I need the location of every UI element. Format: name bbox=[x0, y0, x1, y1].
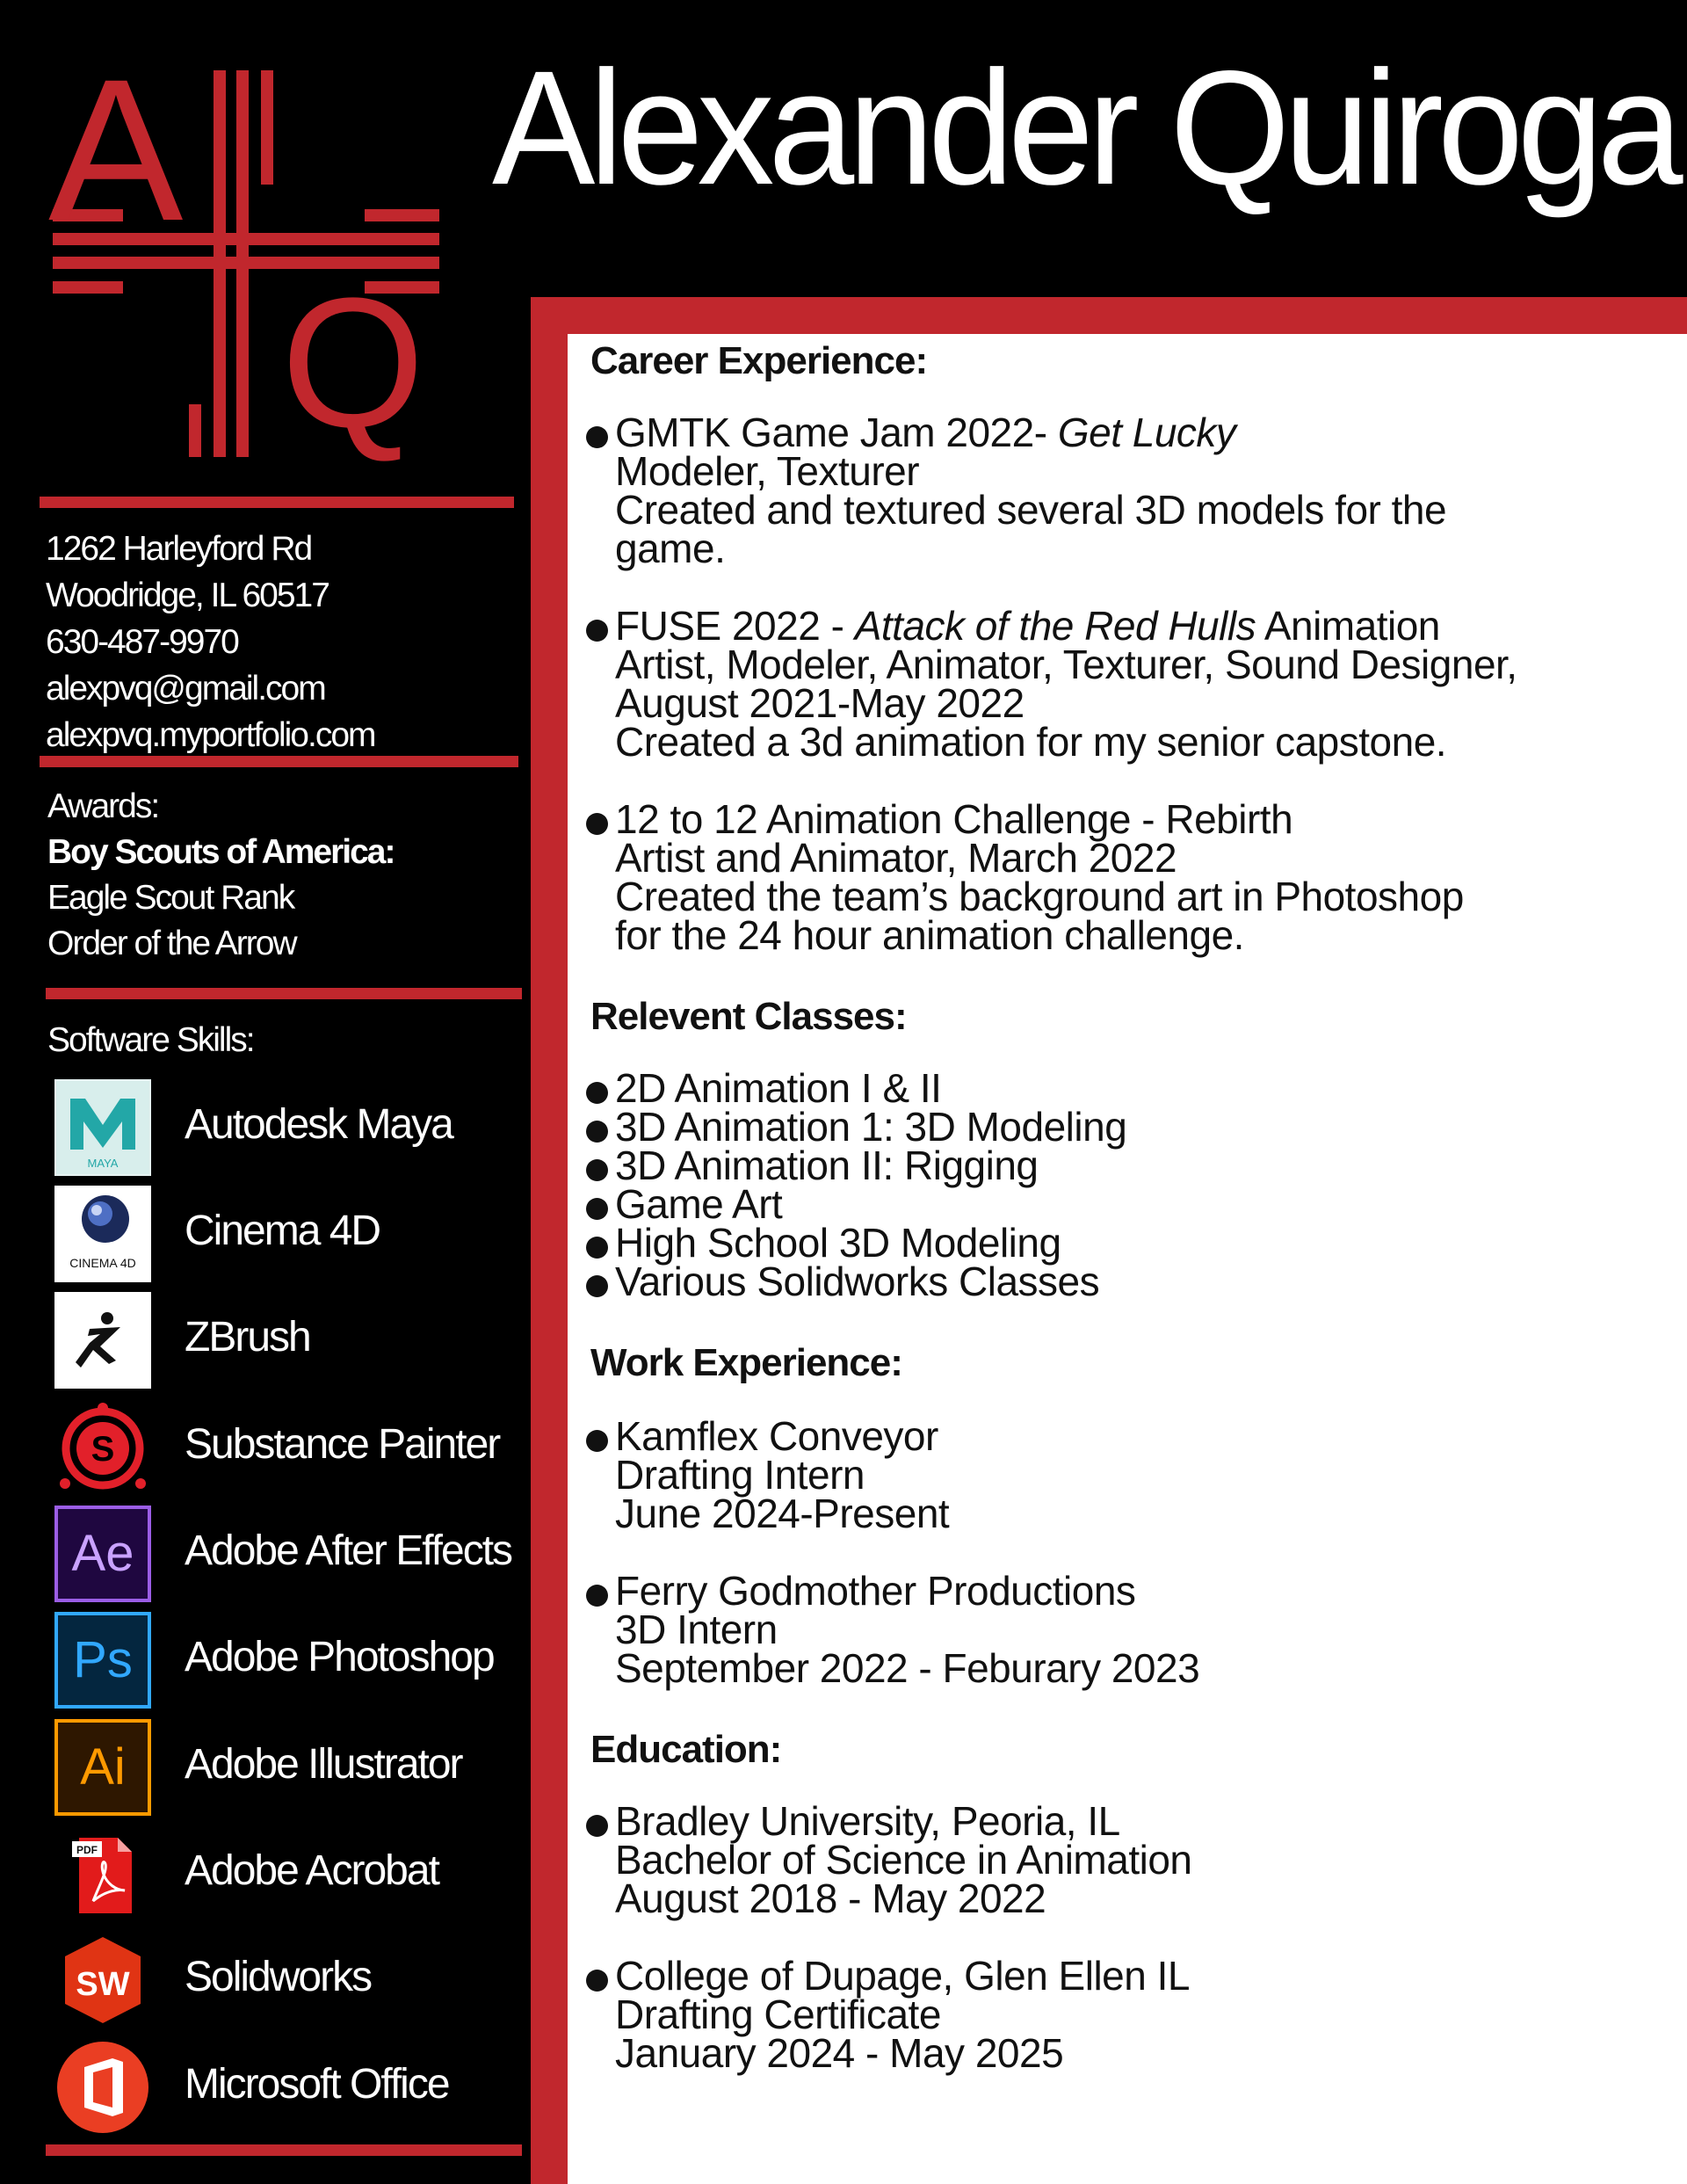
award-item: Order of the Arrow bbox=[47, 925, 296, 962]
education-title: Education: bbox=[590, 1728, 782, 1771]
list-item: Ferry Godmother Productions 3D Intern September 2022 - Feburary 2023 bbox=[590, 1571, 1199, 1687]
page-title: Alexander Quiroga bbox=[492, 38, 1677, 219]
svg-text:PDF: PDF bbox=[76, 1844, 98, 1856]
svg-text:SW: SW bbox=[76, 1966, 130, 2003]
bullet bbox=[586, 1430, 608, 1452]
awards-section bbox=[47, 784, 394, 967]
bullet bbox=[586, 1815, 608, 1837]
svg-text:Ai: Ai bbox=[80, 1738, 126, 1796]
list-item: Game Art bbox=[590, 1185, 782, 1223]
divider bbox=[40, 756, 518, 767]
logo-letter-q: Q bbox=[281, 259, 425, 466]
svg-text:S: S bbox=[91, 1430, 115, 1469]
address-line-2: Woodridge, IL 60517 bbox=[46, 577, 329, 614]
photoshop-icon bbox=[54, 1612, 151, 1709]
list-item: High School 3D Modeling bbox=[590, 1223, 1061, 1262]
list-item: FUSE 2022 - Attack of the Red Hulls Animation Artist, Modeler, Animator, Texturer, Sound Designer, August 2021-May 2022 Created a 3d animation for my senior capstone. bbox=[590, 606, 1517, 761]
classes-title: Relevent Classes: bbox=[590, 995, 907, 1038]
list-item: Kamflex Conveyor Drafting Intern June 2024-Present bbox=[590, 1417, 949, 1533]
logo-letter-a: A bbox=[48, 70, 184, 263]
divider bbox=[46, 988, 522, 999]
bullet bbox=[586, 1237, 608, 1259]
bullet bbox=[586, 1585, 608, 1607]
office-icon bbox=[54, 2039, 151, 2136]
divider bbox=[46, 2144, 522, 2156]
skill-label: Cinema 4D bbox=[185, 1208, 380, 1254]
svg-text:MAYA: MAYA bbox=[87, 1157, 119, 1170]
skill-label: Substance Painter bbox=[185, 1421, 500, 1468]
solidworks-icon bbox=[54, 1932, 151, 2028]
divider bbox=[40, 497, 514, 508]
bullet bbox=[586, 1275, 608, 1297]
career-title: Career Experience: bbox=[590, 339, 928, 382]
email-link[interactable]: alexpvq@gmail.com bbox=[46, 670, 325, 707]
skill-label: Autodesk Maya bbox=[185, 1101, 453, 1148]
skill-label: ZBrush bbox=[185, 1314, 310, 1360]
award-item: Eagle Scout Rank bbox=[47, 879, 294, 917]
work-title: Work Experience: bbox=[590, 1341, 902, 1384]
skill-label: Adobe After Effects bbox=[185, 1527, 512, 1574]
bullet bbox=[586, 1121, 608, 1143]
bullet bbox=[586, 1198, 608, 1220]
cinema4d-icon bbox=[54, 1186, 151, 1282]
bullet bbox=[586, 620, 608, 642]
contact-info bbox=[46, 526, 375, 758]
after-effects-icon bbox=[54, 1506, 151, 1602]
illustrator-icon bbox=[54, 1719, 151, 1816]
awards-org: Boy Scouts of America: bbox=[47, 833, 395, 871]
skills-title: Software Skills: bbox=[47, 1021, 254, 1059]
skill-label: Microsoft Office bbox=[185, 2061, 449, 2108]
svg-text:Ae: Ae bbox=[71, 1525, 134, 1582]
svg-text:CINEMA 4D: CINEMA 4D bbox=[69, 1256, 136, 1270]
list-item: GMTK Game Jam 2022- Get Lucky Modeler, Texturer Created and textured several 3D models for the game. bbox=[590, 413, 1446, 568]
svg-text:Ps: Ps bbox=[73, 1631, 133, 1688]
skill-label: Adobe Photoshop bbox=[185, 1634, 494, 1680]
address-line-1: 1262 Harleyford Rd bbox=[46, 530, 312, 568]
website-link[interactable]: alexpvq.myportfolio.com bbox=[46, 716, 375, 754]
acrobat-icon bbox=[54, 1825, 151, 1922]
bullet bbox=[586, 1159, 608, 1181]
list-item: 2D Animation I & II bbox=[590, 1069, 941, 1107]
skill-label: Adobe Acrobat bbox=[185, 1847, 438, 1894]
list-item: College of Dupage, Glen Ellen IL Drafting Certificate January 2024 - May 2025 bbox=[590, 1956, 1190, 2072]
zbrush-icon bbox=[54, 1292, 151, 1389]
list-item: Various Solidworks Classes bbox=[590, 1262, 1099, 1301]
list-item: Bradley University, Peoria, IL Bachelor of Science in Animation August 2018 - May 2022 bbox=[590, 1802, 1192, 1918]
bullet bbox=[586, 426, 608, 448]
list-item: 12 to 12 Animation Challenge - Rebirth Artist and Animator, March 2022 Created the team’s background art in Photoshop for the 24 hour animation challenge. bbox=[590, 800, 1464, 954]
maya-icon bbox=[54, 1079, 151, 1176]
phone: 630-487-9970 bbox=[46, 623, 238, 661]
list-item: 3D Animation II: Rigging bbox=[590, 1146, 1039, 1185]
substance-painter-icon bbox=[54, 1399, 151, 1496]
skill-label: Solidworks bbox=[185, 1954, 372, 2000]
bullet bbox=[586, 1970, 608, 1992]
skill-label: Adobe Illustrator bbox=[185, 1741, 462, 1788]
awards-title: Awards: bbox=[47, 787, 159, 825]
monogram-logo bbox=[48, 70, 444, 466]
list-item: 3D Animation 1: 3D Modeling bbox=[590, 1107, 1126, 1146]
bullet bbox=[586, 813, 608, 835]
bullet bbox=[586, 1082, 608, 1104]
